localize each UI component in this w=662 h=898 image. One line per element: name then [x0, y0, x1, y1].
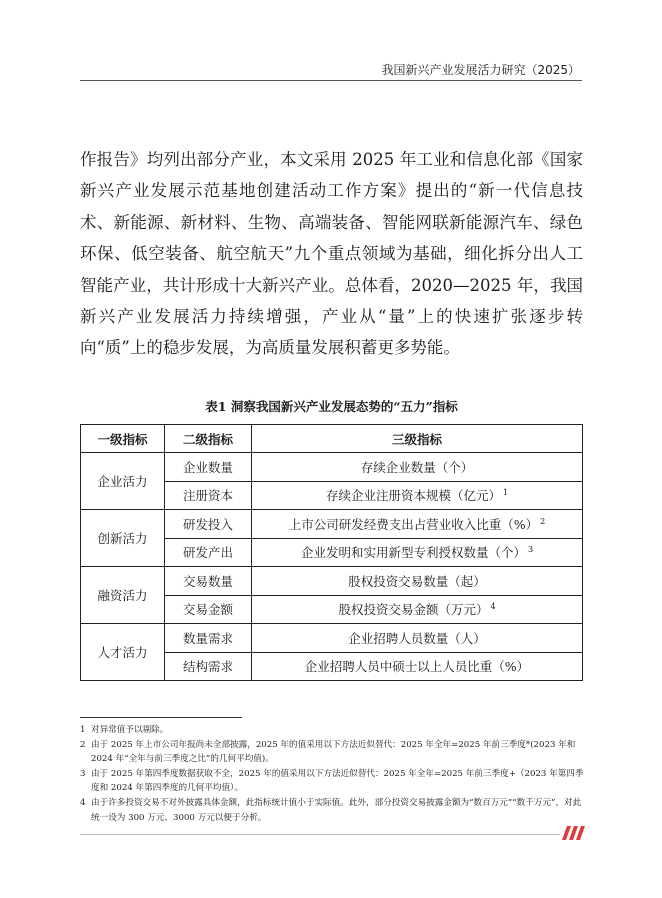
red-slash-logo-icon [562, 826, 586, 840]
level3-cell [252, 510, 583, 539]
footnote-number: 1 [80, 725, 86, 735]
footnote-ref: 3 [527, 545, 534, 555]
level3-text: 企业招聘人员中硕士以上人员比重（%） [304, 659, 530, 675]
table-row [81, 567, 583, 596]
body-paragraph: 作报告》均列出部分产业，本文采用 2025 年工业和信息化部《国家新兴产业发展示范基地创建活动工作方案》提出的“新一代信息技术、新能源、新材料、生物、高端装备、智能网联新能源汽车、绿色环保、低空装备、航空航天”九个重点领域为基础，细化拆分出人工智能产业，共计形成十大新兴产业。总体看，2020—2025 年，我国新兴产业发展活力持续增强，产业从“量”上的快速扩张逐步转向“质”上的稳步发展，为高质量发展积蓄更多势能。 [80, 150, 583, 358]
level1-cell: 创新活力 [81, 510, 165, 567]
footnote-ref: 2 [540, 516, 546, 526]
footnote-item [80, 723, 585, 738]
level2-cell: 交易数量 [165, 567, 252, 596]
footnote-item [80, 796, 585, 825]
level3-cell [252, 624, 583, 653]
footnote-item [80, 738, 585, 767]
level3-text: 企业招聘人员数量（人） [348, 630, 486, 646]
level3-cell [252, 453, 583, 482]
level2-cell: 结构需求 [165, 652, 252, 681]
table-caption: 表1 洞察我国新兴产业发展态势的“五力”指标 [205, 399, 458, 414]
table-row [81, 624, 583, 653]
footnote-text: 对异常值予以剔除。 [91, 725, 169, 735]
running-header-title: 我国新兴产业发展活力研究（2025） [381, 63, 580, 77]
header-level1: 一级指标 [81, 425, 165, 453]
footnote-ref: 4 [490, 602, 496, 612]
level3-cell [252, 538, 583, 567]
indicator-table [80, 424, 583, 681]
header-level2: 二级指标 [165, 425, 252, 453]
table-header-row [81, 425, 583, 453]
header-divider [80, 80, 582, 81]
level2-cell: 数量需求 [165, 624, 252, 653]
footnote-number: 2 [80, 739, 86, 750]
level2-cell: 注册资本 [165, 481, 252, 510]
level3-cell [252, 652, 583, 681]
level2-cell: 企业数量 [165, 453, 252, 482]
level1-cell: 人才活力 [81, 624, 165, 681]
footnote-divider [80, 717, 242, 718]
footnote-number: 3 [80, 768, 86, 779]
level3-text: 股权投资交易金额（万元） [338, 602, 489, 618]
level3-text: 存续企业数量（个） [360, 459, 474, 475]
header-level3: 三级指标 [252, 425, 583, 453]
footnote-text: 由于 2025 年上市公司年报尚未全部披露，2025 年的值采用以下方法近似替代：2025 年全年=2025 年前三季度*(2023 年和 2024 年“全年与前三季度之比”的几何平均值)。 [91, 739, 576, 765]
level3-text: 上市公司研发经费支出占营业收入比重（%） [288, 516, 539, 532]
level3-cell [252, 481, 583, 510]
level2-cell: 研发产出 [165, 538, 252, 567]
level1-cell: 企业活力 [81, 453, 165, 510]
footnote-text: 由于 2025 年第四季度数据获取不全，2025 年的值采用以下方法近似替代：2025 年全年=2025 年前三季度+（2023 年第四季度和 2024 年第四季度的几何平均值）。 [91, 768, 584, 794]
footnote-ref: 1 [502, 488, 509, 498]
level1-cell: 融资活力 [81, 567, 165, 624]
footnote-number: 4 [80, 797, 86, 808]
footnote-item [80, 767, 585, 796]
footnotes [80, 723, 585, 825]
footnote-text: 由于许多投资交易不对外披露具体金额，此指标统计值小于实际值。此外，部分投资交易披露金额为“数百万元”“数千万元”，对此统一设为 300 万元、3000 万元以便于分析。 [91, 797, 582, 823]
level2-cell: 交易金额 [165, 595, 252, 624]
level3-text: 股权投资交易数量（起） [348, 573, 486, 589]
level3-text: 企业发明和实用新型专利授权数量（个） [300, 545, 526, 561]
table-row [81, 453, 583, 482]
level3-cell [252, 595, 583, 624]
level3-text: 存续企业注册资本规模（亿元） [325, 488, 501, 504]
table-row [81, 510, 583, 539]
footer-divider [80, 834, 560, 835]
level2-cell: 研发投入 [165, 510, 252, 539]
level3-cell [252, 567, 583, 596]
